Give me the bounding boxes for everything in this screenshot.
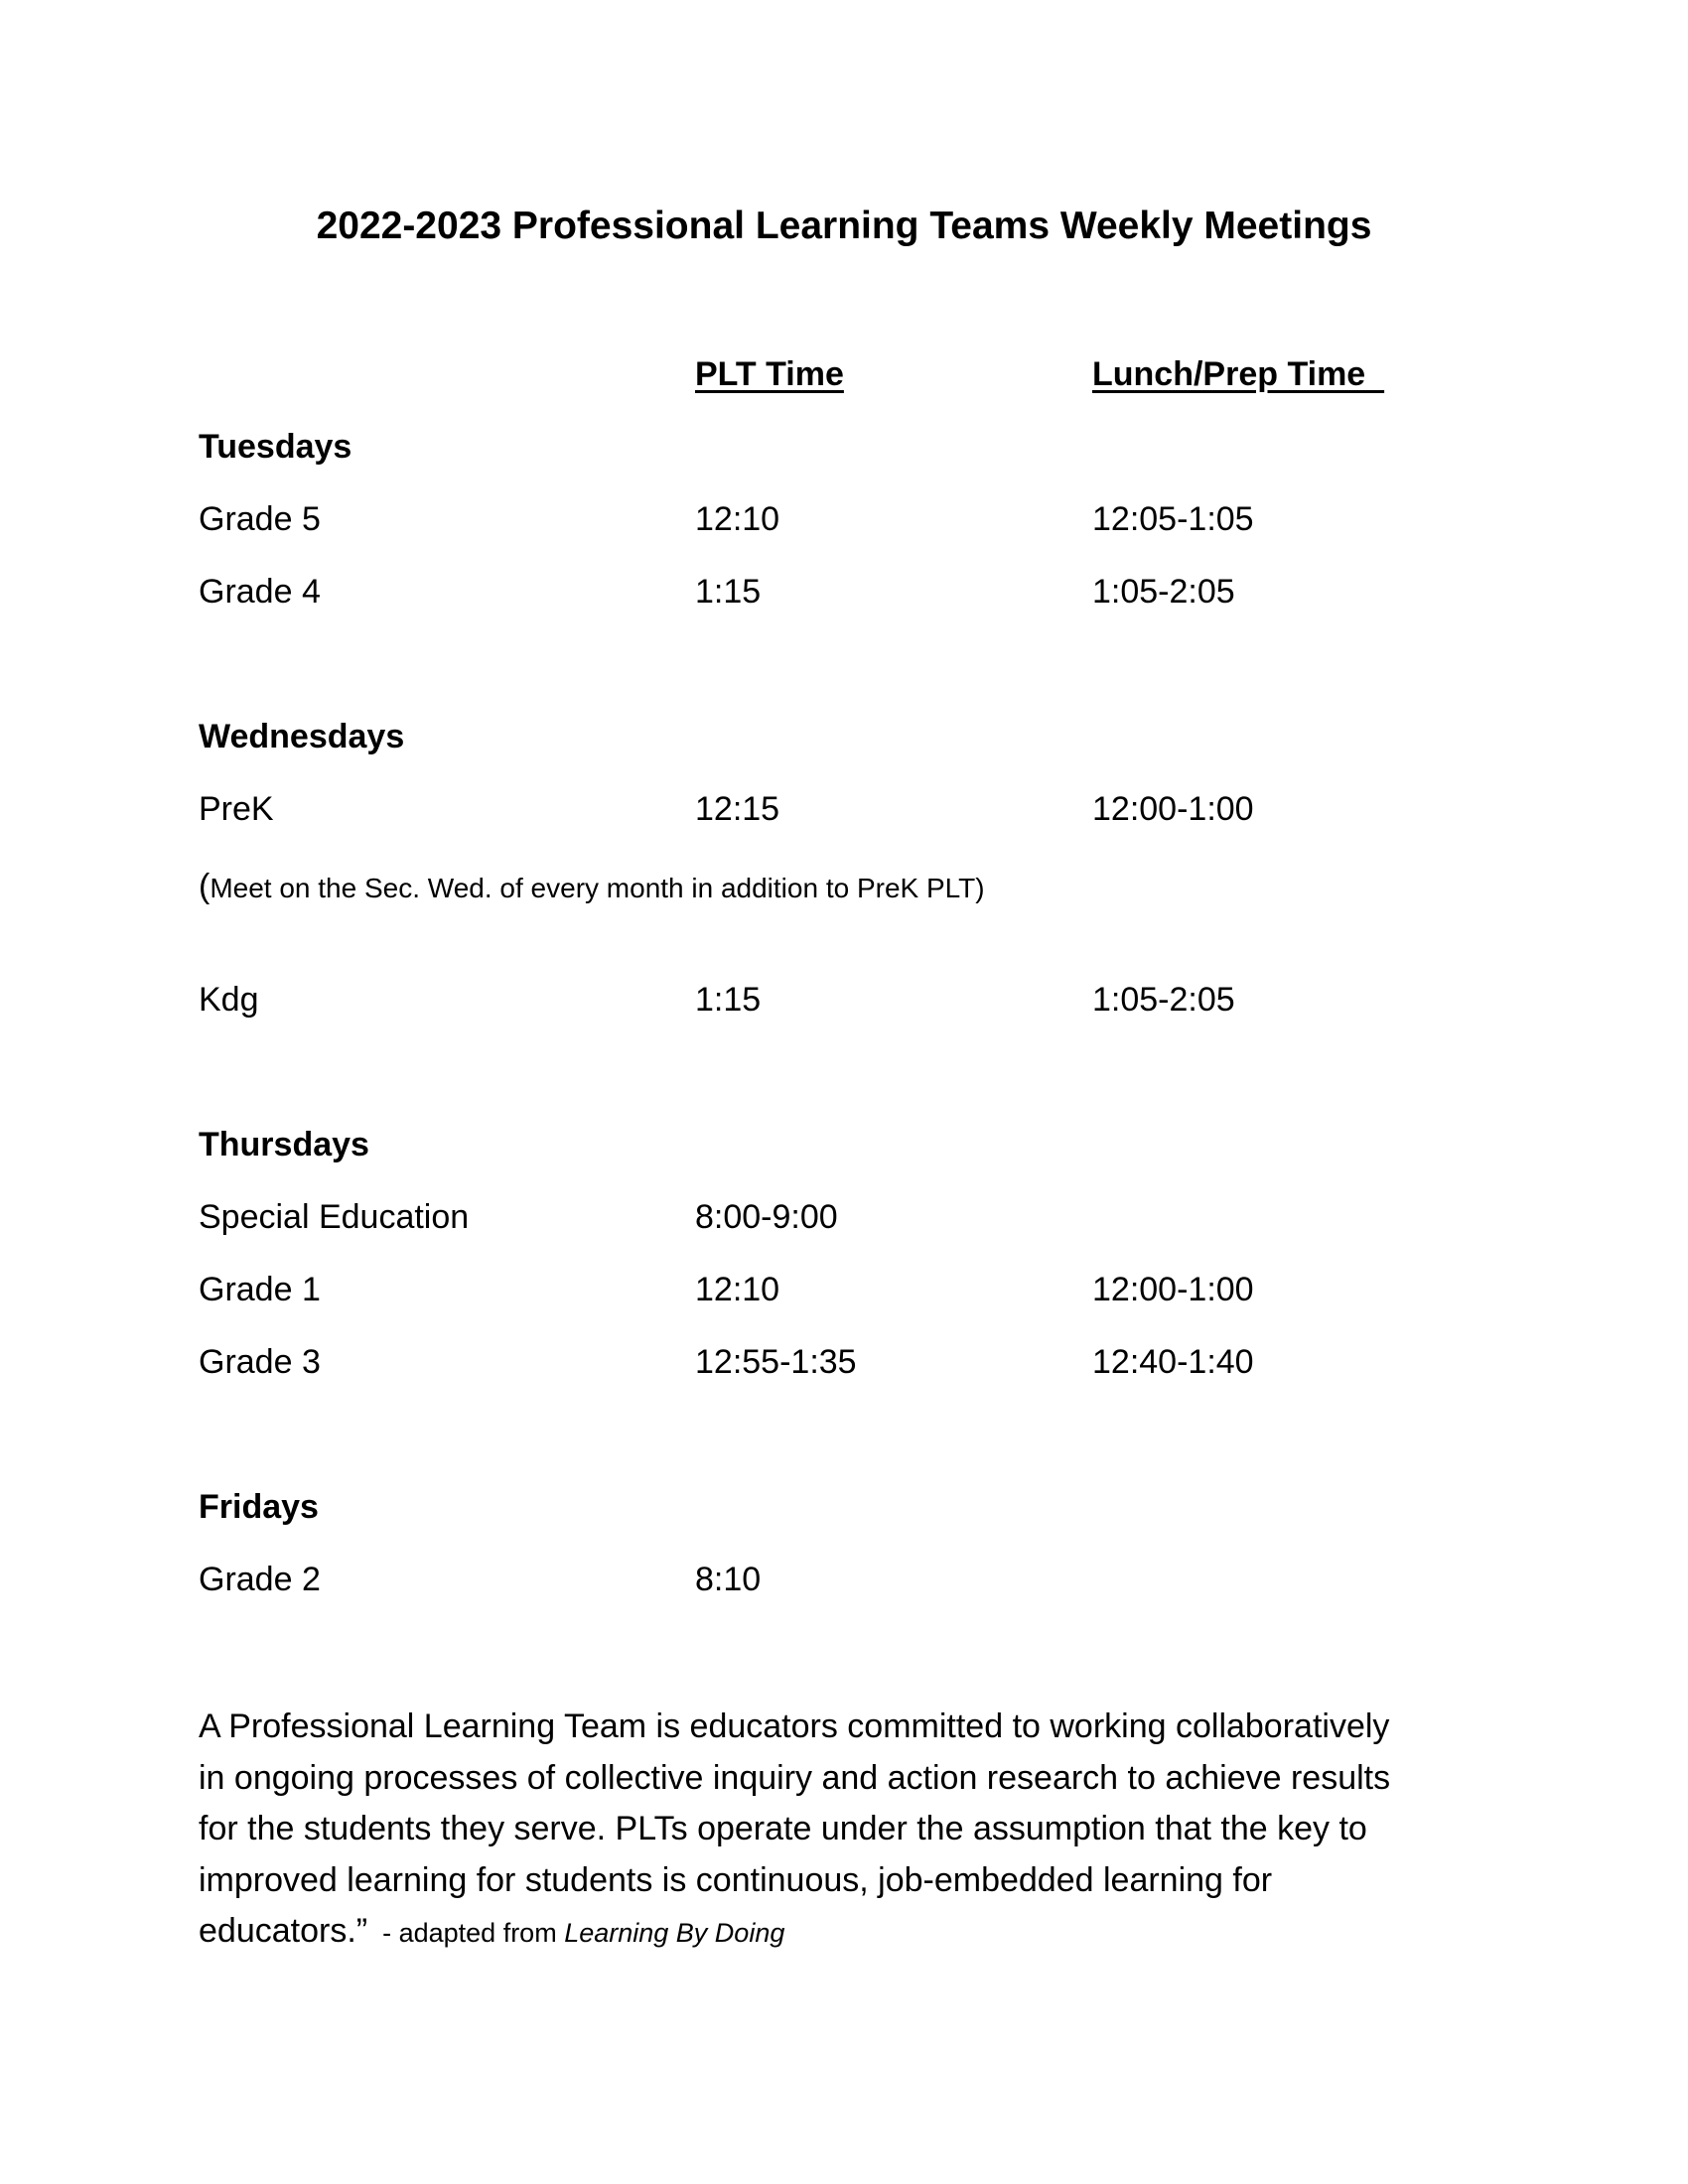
schedule-row xyxy=(0,784,1688,834)
team-name: Special Education xyxy=(199,1198,470,1236)
plt-time: 12:10 xyxy=(695,1271,780,1308)
team-name: PreK xyxy=(199,790,274,828)
plt-definition-paragraph xyxy=(199,1702,1489,1960)
prek-meeting-note xyxy=(199,864,985,911)
paragraph-line: A Professional Learning Team is educators committed to working collaboratively xyxy=(199,1707,1390,1745)
team-name: Grade 3 xyxy=(199,1343,321,1381)
lunch-prep-time: 12:05-1:05 xyxy=(1092,500,1254,538)
paragraph-line: in ongoing processes of collective inquiry and action research to achieve results xyxy=(199,1758,1391,1797)
attribution-book-title: Learning By Doing xyxy=(564,1918,785,1948)
day-heading-thursdays: Thursdays xyxy=(199,1126,369,1163)
paragraph-line: improved learning for students is continuous, job-embedded learning for xyxy=(199,1860,1273,1899)
team-name: Grade 4 xyxy=(199,573,321,611)
lunch-prep-time: 1:05-2:05 xyxy=(1092,981,1235,1019)
paragraph-line: educators.” xyxy=(199,1912,368,1950)
attribution-prefix: - adapted from xyxy=(367,1918,565,1948)
lunch-prep-time: 12:00-1:00 xyxy=(1092,790,1254,828)
paragraph-line: for the students they serve. PLTs operate under the assumption that the key to xyxy=(199,1810,1367,1847)
schedule-row xyxy=(0,1265,1688,1314)
plt-time: 8:10 xyxy=(695,1561,762,1598)
schedule-row xyxy=(0,975,1688,1024)
note-text: Meet on the Sec. Wed. of every month in addition to PreK PLT) xyxy=(210,873,985,903)
column-headers xyxy=(0,349,1688,399)
page-title: 2022-2023 Professional Learning Teams Weekly Meetings xyxy=(316,205,1372,247)
schedule-row xyxy=(0,1337,1688,1387)
lunch-prep-time: 12:40-1:40 xyxy=(1092,1343,1254,1381)
lunch-prep-time: 1:05-2:05 xyxy=(1092,573,1235,611)
schedule-row xyxy=(0,494,1688,544)
plt-time: 12:10 xyxy=(695,500,780,538)
plt-time: 12:55-1:35 xyxy=(695,1343,857,1381)
paragraph-last-line xyxy=(199,1906,1489,1960)
plt-time: 8:00-9:00 xyxy=(695,1198,838,1236)
schedule-row xyxy=(0,1555,1688,1604)
day-heading-wednesdays: Wednesdays xyxy=(199,718,405,755)
day-heading-tuesdays: Tuesdays xyxy=(199,428,352,466)
team-name: Grade 1 xyxy=(199,1271,321,1308)
header-plt-time: PLT Time xyxy=(695,355,844,393)
day-heading-fridays: Fridays xyxy=(199,1488,319,1526)
header-lunch-prep-time: Lunch/Prep Time xyxy=(1092,355,1385,393)
plt-time: 12:15 xyxy=(695,790,780,828)
note-open-paren: ( xyxy=(199,868,211,905)
plt-time: 1:15 xyxy=(695,981,762,1019)
team-name: Grade 2 xyxy=(199,1561,321,1598)
lunch-prep-time: 12:00-1:00 xyxy=(1092,1271,1254,1308)
plt-time: 1:15 xyxy=(695,573,762,611)
schedule-row xyxy=(0,567,1688,616)
schedule-row xyxy=(0,1192,1688,1242)
team-name: Grade 5 xyxy=(199,500,321,538)
team-name: Kdg xyxy=(199,981,259,1019)
